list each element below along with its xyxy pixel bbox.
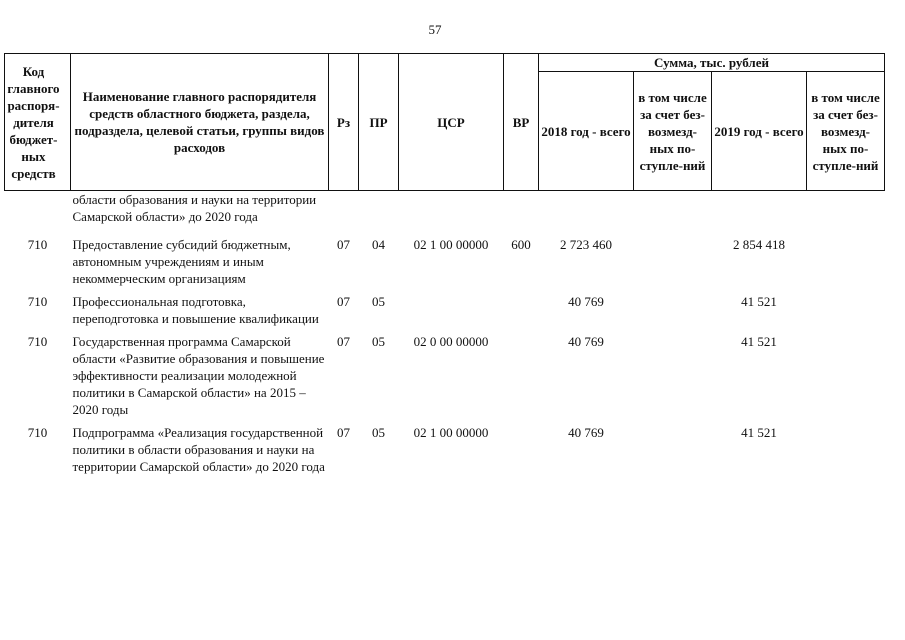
row-rz: 07 <box>337 237 350 252</box>
row-rz: 07 <box>337 425 350 440</box>
row-csr: 02 0 00 00000 <box>413 334 489 349</box>
row-total-2019: 2 854 418 <box>733 237 785 252</box>
header-total-2018: 2018 год - всего <box>539 72 634 191</box>
header-sum-group: Сумма, тыс. рублей <box>539 54 885 72</box>
header-name: Наименование главного распорядителя средств областного бюджета, раздела, подраздела, целевой статьи, группы видов расходов <box>71 54 329 191</box>
row-incl-2019 <box>807 424 885 475</box>
table-row <box>5 333 885 418</box>
row-total-2019: 41 521 <box>741 334 777 349</box>
row-rz: 07 <box>337 334 350 349</box>
table-body <box>5 191 885 476</box>
row-vr <box>504 424 539 475</box>
row-total-2019: 41 521 <box>741 294 777 309</box>
row-incl-2019 <box>807 333 885 418</box>
row-rz: 07 <box>337 294 350 309</box>
row-name: области образования и науки на территории Самарской области» до 2020 года <box>72 192 317 224</box>
row-code: 710 <box>27 334 48 349</box>
row-total-2019: 41 521 <box>741 425 777 440</box>
row-pr: 04 <box>372 237 385 252</box>
row-incl-2019 <box>807 236 885 287</box>
row-csr: 02 1 00 00000 <box>413 237 489 252</box>
row-code: 710 <box>27 294 48 309</box>
row-total-2018: 40 769 <box>568 334 604 349</box>
row-vr <box>504 293 539 327</box>
row-incl-2018 <box>634 293 712 327</box>
table-row <box>5 236 885 287</box>
table-header <box>5 54 885 191</box>
header-incl-2019: в том числе за счет без-возмезд-ных по-ступле-ний <box>807 72 885 191</box>
row-csr: 02 1 00 00000 <box>413 425 489 440</box>
row-csr <box>399 293 504 327</box>
header-total-2019: 2019 год - всего <box>712 72 807 191</box>
row-name: Государственная программа Самарской области «Развитие образования и повышение эффективности реализации молодежной политики в Самарской области» на 2015 – 2020 годы <box>72 334 325 417</box>
row-pr: 05 <box>372 425 385 440</box>
row-vr: 600 <box>511 237 531 252</box>
row-vr <box>504 333 539 418</box>
header-code: Код главного распоря-дителя бюджет-ных средств <box>5 54 71 191</box>
row-total-2018: 40 769 <box>568 425 604 440</box>
header-vr: ВР <box>504 54 539 191</box>
table-row <box>5 424 885 475</box>
header-pr: ПР <box>359 54 399 191</box>
header-rz: Рз <box>329 54 359 191</box>
row-incl-2019 <box>807 293 885 327</box>
row-name: Подпрограмма «Реализация государственной политики в области образования и науки на территории Самарской области» до 2020 года <box>72 425 325 474</box>
row-pr: 05 <box>372 294 385 309</box>
row-incl-2018 <box>634 424 712 475</box>
header-incl-2018: в том числе за счет без-возмезд-ных по-ступле-ний <box>634 72 712 191</box>
row-total-2018: 2 723 460 <box>560 237 612 252</box>
row-code: 710 <box>27 425 48 440</box>
page-number: 57 <box>428 22 442 37</box>
row-pr: 05 <box>372 334 385 349</box>
row-incl-2018 <box>634 236 712 287</box>
table-row <box>5 293 885 327</box>
header-csr: ЦСР <box>399 54 504 191</box>
row-name: Профессиональная подготовка, переподготовка и повышение квалификации <box>72 294 319 326</box>
row-total-2018: 40 769 <box>568 294 604 309</box>
budget-table <box>4 53 885 475</box>
table-row-continuation <box>5 191 885 226</box>
row-incl-2018 <box>634 333 712 418</box>
row-code: 710 <box>27 237 48 252</box>
row-name: Предоставление субсидий бюджетным, автономным учреждениям и иным некоммерческим организациям <box>72 237 291 286</box>
